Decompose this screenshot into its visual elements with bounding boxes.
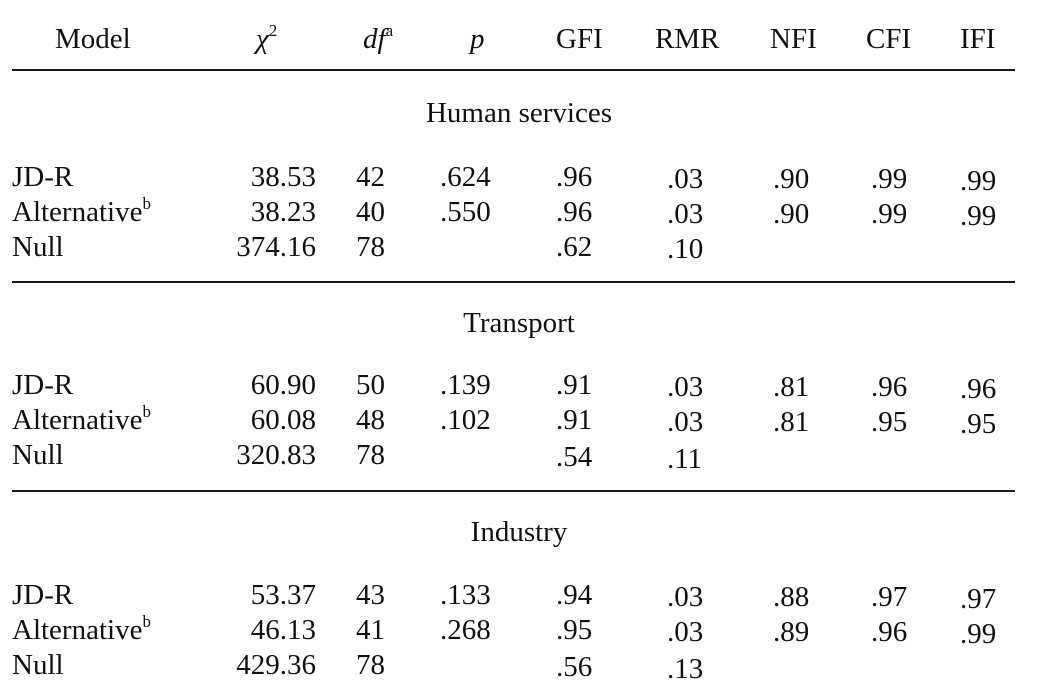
cell-chi-square: 374.16: [236, 231, 316, 263]
df-label: df: [363, 23, 386, 55]
cell-ifi: .99: [960, 165, 997, 197]
cell-rmr: .03: [667, 371, 704, 403]
cell-chi-square: 60.08: [250, 404, 316, 436]
cell-gfi: .54: [556, 441, 593, 473]
header-model: Model: [55, 23, 131, 55]
cell-model: Alternative$^b$: [12, 402, 151, 436]
cell-gfi: .62: [556, 231, 593, 263]
header-chi-square: [256, 22, 277, 56]
header-nfi: NFI: [770, 23, 817, 55]
cell-rmr: .13: [667, 653, 704, 685]
cell-cfi: .95: [871, 406, 908, 438]
cell-nfi: .81: [773, 406, 810, 438]
cell-p: .133: [440, 579, 491, 611]
cell-df: 42: [356, 161, 385, 193]
header-rmr: RMR: [655, 23, 720, 55]
cell-cfi: .96: [871, 371, 908, 403]
cell-gfi: .91: [556, 404, 593, 436]
cell-cfi: .99: [871, 163, 908, 195]
cell-model: Alternative$^b$: [12, 194, 151, 228]
header-ifi: IFI: [960, 23, 996, 55]
df-footnote-marker: a: [385, 21, 394, 40]
cell-gfi: .96: [556, 196, 593, 228]
cell-df: 78: [356, 439, 385, 471]
section-title: Transport: [463, 307, 575, 339]
cell-p: .550: [440, 196, 491, 228]
cell-rmr: .03: [667, 406, 704, 438]
cell-gfi: .95: [556, 614, 593, 646]
cell-df: 48: [356, 404, 385, 436]
cell-p: .624: [440, 161, 491, 193]
header-df: [363, 22, 393, 56]
section-rule: [12, 281, 1015, 283]
section-rule: [12, 490, 1015, 492]
cell-df: 41: [356, 614, 385, 646]
cell-ifi: .95: [960, 408, 997, 440]
header-gfi: GFI: [556, 23, 603, 55]
cell-df: 43: [356, 579, 385, 611]
cell-rmr: .03: [667, 198, 704, 230]
header-cfi: CFI: [866, 23, 912, 55]
cell-rmr: .03: [667, 163, 704, 195]
cell-model: JD-R: [12, 369, 74, 401]
cell-df: 78: [356, 649, 385, 681]
cell-model: Alternative$^b$: [12, 612, 151, 646]
cell-df: 40: [356, 196, 385, 228]
cell-chi-square: 38.53: [250, 161, 316, 193]
cell-nfi: .88: [773, 581, 810, 613]
cell-ifi: .97: [960, 583, 997, 615]
cell-nfi: .89: [773, 616, 810, 648]
cell-df: 50: [356, 369, 385, 401]
cell-nfi: .81: [773, 371, 810, 403]
cell-chi-square: 46.13: [250, 614, 316, 646]
header-rule: [12, 69, 1015, 71]
cell-chi-square: 53.37: [250, 579, 316, 611]
cell-cfi: .96: [871, 616, 908, 648]
cell-p: .139: [440, 369, 491, 401]
cell-cfi: .99: [871, 198, 908, 230]
section-title: Human services: [425, 97, 613, 129]
cell-gfi: .91: [556, 369, 593, 401]
cell-chi-square: 320.83: [236, 439, 316, 471]
cell-gfi: .56: [556, 651, 593, 683]
cell-rmr: .03: [667, 616, 704, 648]
cell-cfi: .97: [871, 581, 908, 613]
cell-gfi: .94: [556, 579, 593, 611]
cell-nfi: .90: [773, 163, 810, 195]
cell-model: JD-R: [12, 161, 74, 193]
cell-p: .102: [440, 404, 491, 436]
cell-nfi: .90: [773, 198, 810, 230]
cell-chi-square: 429.36: [236, 649, 316, 681]
cell-rmr: .11: [667, 443, 703, 475]
cell-df: 78: [356, 231, 385, 263]
cell-model: Null: [12, 649, 64, 681]
cell-ifi: .99: [960, 200, 997, 232]
cell-ifi: .99: [960, 618, 997, 650]
cell-gfi: .96: [556, 161, 593, 193]
cell-p: .268: [440, 614, 491, 646]
cell-rmr: .03: [667, 581, 704, 613]
cell-ifi: .96: [960, 373, 997, 405]
cell-chi-square: 38.23: [250, 196, 316, 228]
cell-chi-square: 60.90: [250, 369, 316, 401]
cell-model: Null: [12, 439, 64, 471]
cell-model: Null: [12, 231, 64, 263]
cell-model: JD-R: [12, 579, 74, 611]
chi-symbol: χ: [256, 23, 269, 55]
cell-rmr: .10: [667, 233, 704, 265]
header-p: p: [470, 23, 485, 55]
chi-superscript: 2: [268, 21, 278, 40]
section-title: Industry: [470, 516, 568, 548]
